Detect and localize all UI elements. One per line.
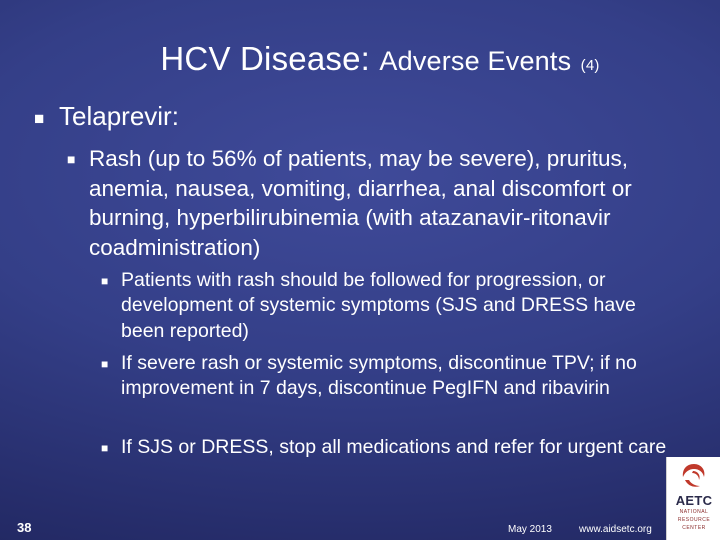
logo-line3: CENTER bbox=[682, 525, 706, 531]
footer-url: www.aidsetc.org bbox=[579, 524, 652, 535]
bullet-level2 bbox=[67, 144, 707, 262]
square-bullet-icon: ■ bbox=[101, 274, 109, 288]
title-number: (4) bbox=[580, 57, 600, 74]
slide-title bbox=[0, 40, 720, 78]
bullet-level1 bbox=[34, 101, 179, 132]
bullet-text: If SJS or DRESS, stop all medications and refer for urgent care bbox=[121, 436, 667, 458]
logo-line2: RESOURCE bbox=[677, 517, 711, 523]
aetc-swirl-icon bbox=[679, 461, 709, 491]
bullet-text: Telaprevir: bbox=[59, 101, 179, 131]
bullet-level3 bbox=[101, 351, 681, 402]
title-main: HCV Disease: bbox=[160, 40, 371, 77]
bullet-text: If severe rash or systemic symptoms, discontinue TPV; if no improvement in 7 days, discontinue PegIFN and ribavirin bbox=[121, 352, 637, 400]
slide-number: 38 bbox=[17, 520, 32, 535]
bullet-level3 bbox=[101, 268, 681, 344]
bullet-level3 bbox=[101, 435, 681, 460]
square-bullet-icon: ■ bbox=[34, 109, 45, 128]
logo-line1: NATIONAL bbox=[679, 509, 709, 515]
footer-date: May 2013 bbox=[508, 524, 552, 535]
square-bullet-icon: ■ bbox=[101, 357, 109, 371]
square-bullet-icon: ■ bbox=[101, 441, 109, 455]
title-sub: Adverse Events bbox=[379, 46, 572, 76]
square-bullet-icon: ■ bbox=[67, 151, 76, 167]
bullet-text: Patients with rash should be followed for progression, or development of systemic symptoms (SJS and DRESS have been reported) bbox=[121, 269, 636, 342]
logo-name: AETC bbox=[675, 493, 713, 508]
bullet-text: Rash (up to 56% of patients, may be severe), pruritus, anemia, nausea, vomiting, diarrhea, anal discomfort or burning, hyperbilirubinemia (with atazanavir-ritonavir coadministration) bbox=[89, 146, 632, 260]
aetc-logo bbox=[666, 457, 720, 540]
